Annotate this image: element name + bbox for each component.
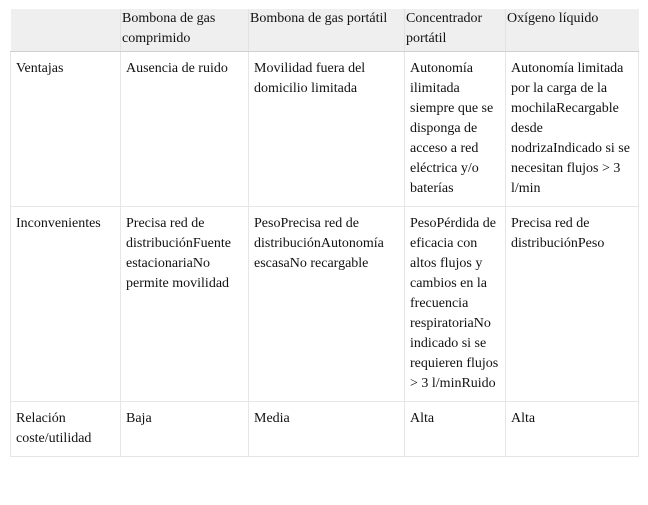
table-row-inconvenientes [11,207,639,402]
header-row [11,9,639,52]
row-label: Inconvenientes [11,207,121,402]
header-cell-portable-gas: Bombona de gas portátil [249,9,405,52]
oxygen-sources-table [10,9,639,457]
header-cell-portable-concentrator: Concentrador portátil [405,9,506,52]
header-cell-liquid-oxygen: Oxígeno líquido [506,9,639,52]
header-cell-empty [11,9,121,52]
table-cell: Precisa red de distribuciónPeso [506,207,639,402]
row-label: Ventajas [11,52,121,207]
table-cell: Ausencia de ruido [121,52,249,207]
header-cell-compressed-gas: Bombona de gas comprimido [121,9,249,52]
table-cell: Movilidad fuera del domicilio limitada [249,52,405,207]
table-cell: Alta [405,402,506,457]
table-cell: Precisa red de distribuciónFuente estacionariaNo permite movilidad [121,207,249,402]
table-row-coste-utilidad [11,402,639,457]
table-cell: Baja [121,402,249,457]
table-cell: Autonomía limitada por la carga de la mochilaRecargable desde nodrizaIndicado si se necesitan flujos > 3 l/min [506,52,639,207]
table-cell: Alta [506,402,639,457]
table-cell: Media [249,402,405,457]
table-cell: Autonomía ilimitada siempre que se disponga de acceso a red eléctrica y/o baterías [405,52,506,207]
table-row-ventajas [11,52,639,207]
table-cell: PesoPérdida de eficacia con altos flujos y cambios en la frecuencia respiratoriaNo indicado si se requieren flujos > 3 l/minRuido [405,207,506,402]
row-label: Relación coste/utilidad [11,402,121,457]
table-cell: PesoPrecisa red de distribuciónAutonomía escasaNo recargable [249,207,405,402]
